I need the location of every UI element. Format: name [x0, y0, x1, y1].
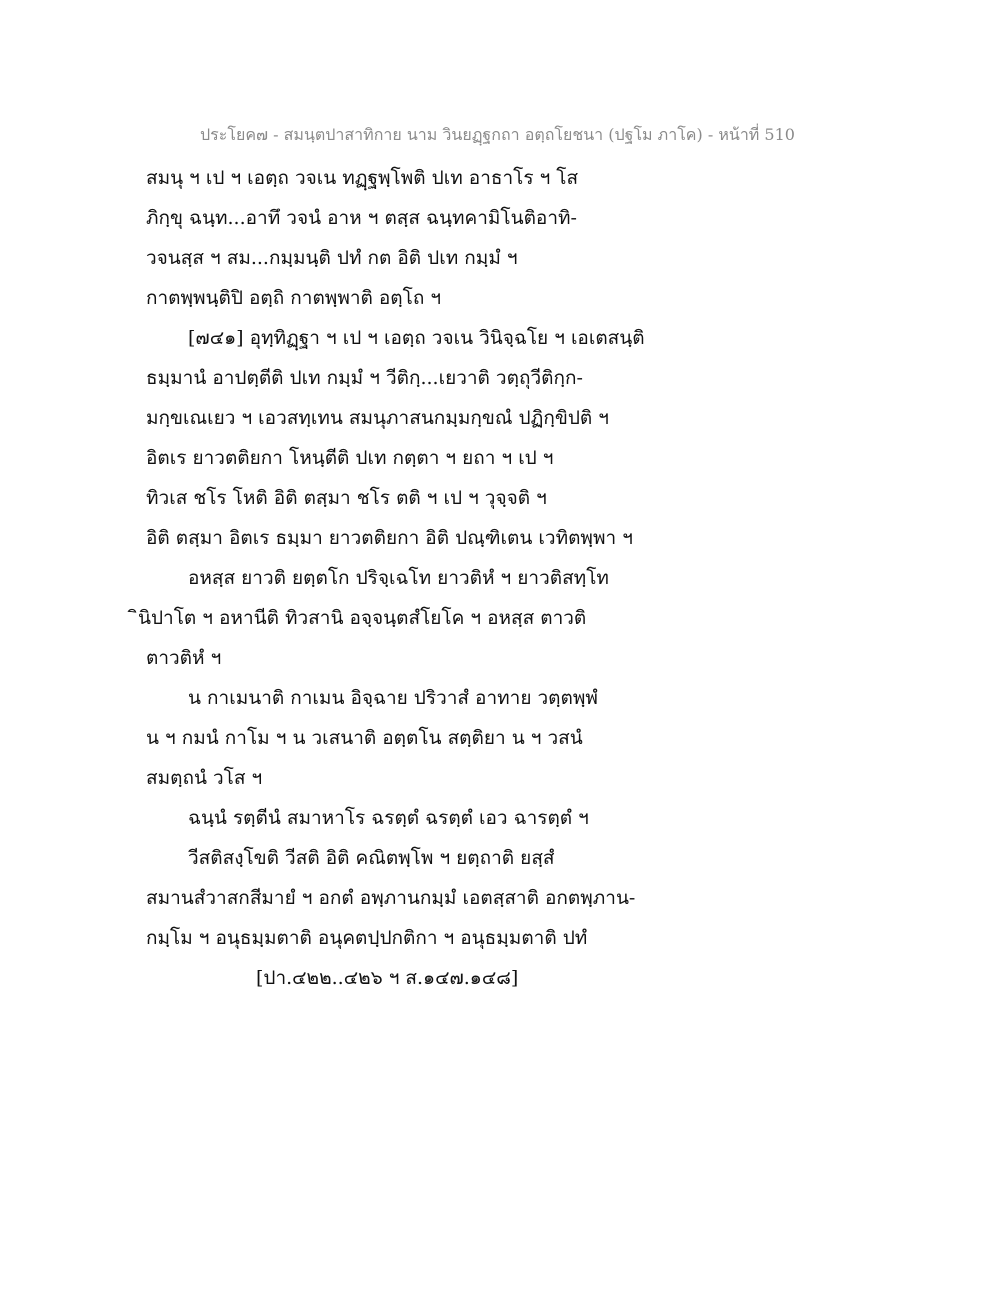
paragraph-start-line: น กาเมนาติ กาเมน อิจฺฉาย ปริวาสํ อาทาย วตฺตพฺพํ	[188, 687, 598, 709]
text-line: ภิกฺขุ ฉนฺท...อาทึ วจนํ อาห ฯ ตสฺส ฉนฺทคามิโนติอาทิ-	[146, 207, 577, 229]
text-line: วจนสฺส ฯ สม...กมฺมนฺติ ปทํ กต อิติ ปเท กมฺมํ ฯ	[146, 247, 518, 269]
text-line: อิตเร ยาวตติยกา โหนฺตีติ ปเท กตฺตา ฯ ยถา ฯ เป ฯ	[146, 447, 554, 469]
text-line: กาตพฺพนฺติปิ อตฺถิ กาตพฺพาติ อตฺโถ ฯ	[146, 287, 442, 309]
text-line: ทิวเส ชโร โหติ อิติ ตสฺมา ชโร ตติ ฯ เป ฯ วุจฺจติ ฯ	[146, 487, 547, 509]
reference-citation: [ปา.๔๒๒..๔๒๖ ฯ ส.๑๔๗.๑๔๘]	[256, 967, 519, 989]
text-line: สมนุ ฯ เป ฯ เอตฺถ วจเน ทฏฺฐพฺโพติ ปเท อาธาโร ฯ โส	[146, 167, 579, 189]
paragraph-start-line: อหสฺส ยาวติ ยตฺตโก ปริจฺเฉโท ยาวติหํ ฯ ยาวติสทฺโท	[188, 567, 609, 589]
running-header: ประโยค๗ - สมนฺตปาสาทิกาย นาม วินยฏฺฐกถา อตฺถโยชนา (ปฐโม ภาโค) - หน้าที่ 510	[200, 125, 795, 144]
body-text	[138, 158, 846, 998]
text-line: ินิปาโต ฯ อหานีติ ทิวสานิ อจฺจนฺตสํโยโค ฯ อหสฺส ตาวติ	[138, 607, 587, 629]
text-line: ตาวติหํ ฯ	[146, 647, 222, 669]
text-line: มกฺขเณเยว ฯ เอวสทฺเทน สมนุภาสนกมฺมกฺขณํ ปฏิกฺขิปติ ฯ	[146, 407, 609, 429]
text-line: อิติ ตสฺมา อิตเร ธมฺมา ยาวตติยกา อิติ ปณฺฑิเตน เวทิตพฺพา ฯ	[146, 527, 633, 549]
text-line: สมตฺถนํ วโส ฯ	[146, 767, 263, 789]
paragraph-start-line: [๗๔๑] อุทฺทิฏฺฐา ฯ เป ฯ เอตฺถ วจเน วินิจฺฉโย ฯ เอเตสนฺติ	[188, 327, 645, 349]
paragraph-start-line: ฉนฺนํ รตฺตีนํ สมาหาโร ฉรตฺตํ ฉรตฺตํ เอว ฉารตฺตํ ฯ	[188, 807, 589, 829]
text-line: สมานสํวาสกสีมายํ ฯ อกตํ อพฺภานกมฺมํ เอตสฺสาติ อกตพฺภาน-	[146, 887, 636, 909]
paragraph-start-line: วีสติสงฺโขติ วีสติ อิติ คณิตพฺโพ ฯ ยตฺถาติ ยสฺสํ	[188, 847, 555, 869]
text-line: กมฺโม ฯ อนุธมฺมตาติ อนุคตปฺปกติกา ฯ อนุธมฺมตาติ ปทํ	[146, 927, 588, 949]
text-line: น ฯ กมนํ กาโม ฯ น วเสนาติ อตฺตโน สตฺติยา น ฯ วสนํ	[146, 727, 583, 749]
text-line: ธมฺมานํ อาปตฺตีติ ปเท กมฺมํ ฯ วีติกฺ...เยวาติ วตฺถุวีติกฺก-	[146, 367, 583, 389]
